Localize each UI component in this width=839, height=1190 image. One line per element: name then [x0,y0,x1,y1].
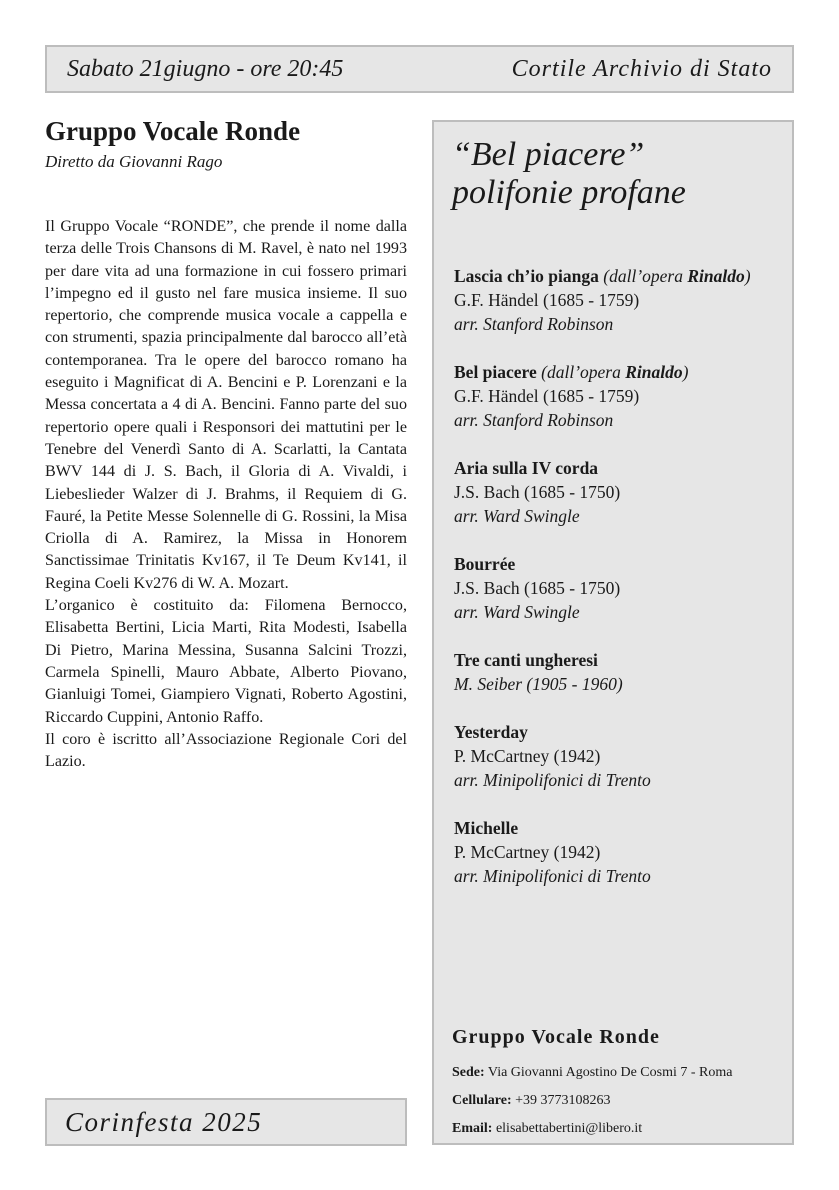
piece-title: Yesterday [454,722,528,742]
piece-title: Lascia ch’io pianga [454,266,599,286]
piece-note: (dall’opera Rinaldo) [541,362,689,382]
piece-composer: P. McCartney (1942) [454,746,601,766]
program-piece [454,648,784,696]
piece-composer: J.S. Bach (1685 - 1750) [454,482,621,502]
piece-composer: P. McCartney (1942) [454,842,601,862]
program-panel [432,120,794,1145]
choir-info-column [45,112,407,773]
phone-label: Cellulare: [452,1093,512,1108]
festival-footer-bar [45,1098,407,1146]
bio-paragraph: L’organico è costituito da: Filomena Bernocco, Elisabetta Bertini, Licia Marti, Rita Modesti, Isabella Di Pietro, Marina Messina, Susanna Salcini Trozzi, Carmela Spinelli, Mauro Abbate, Alberto Piovano, Gianluigi Tomei, Giampiero Vignati, Roberto Agostini, Riccardo Cuppini, Antonio Raffo. [45,597,407,726]
piece-title: Tre canti ungheresi [454,650,598,670]
piece-arranger: arr. Stanford Robinson [454,410,614,430]
program-title [452,136,686,212]
piece-title: Michelle [454,818,519,838]
piece-arranger: arr. Ward Swingle [454,602,580,622]
program-title-line1: “Bel piacere” [452,136,645,173]
program-title-line2: polifonie profane [452,174,686,211]
sede-label: Sede: [452,1065,485,1080]
contact-email [452,1115,792,1143]
festival-name: Corinfesta 2025 [65,1106,263,1137]
program-piece [454,816,784,888]
piece-arranger: arr. Stanford Robinson [454,314,614,334]
choir-biography [45,216,407,773]
bio-paragraph: Il Gruppo Vocale “RONDE”, che prende il nome dalla terza delle Trois Chansons di M. Ravel, è nato nel 1993 per dare vita ad una formazione in cui fossero primari l’impegno ed il gusto nel fare musica insieme. Il suo repertorio, che comprende musica vocale a cappella e con strumenti, spazia principalmente dal barocco all’età contemporanea. Tra le opere del barocco romano ha eseguito i Magnificat di A. Bencini e P. Lorenzani e la Messa concertata a 4 di A. Bencini. Fanno parte del suo repertorio opere quali i Responsori dei mattutini per le Tenebre del Venerdì Santo di A. Scarlatti, la Cantata BWV 144 di J. S. Bach, il Gloria di A. Vivaldi, i Liebeslieder Walzer di J. Brahms, il Requiem di G. Fauré, la Petite Messe Solennelle di G. Rossini, la Misa Criolla di A. Ramirez, la Missa in Honorem Sanctissimae Trinitatis Kv167, il Te Deum Kv141, il Regina Coeli Kv276 di W. A. Mozart. [45,218,407,592]
choir-title: Gruppo Vocale Ronde [45,116,301,146]
event-header-bar [45,45,794,93]
program-piece [454,264,784,336]
piece-title: Aria sulla IV corda [454,458,599,478]
piece-composer: G.F. Händel (1685 - 1759) [454,290,640,310]
program-piece [454,360,784,432]
sede-value: Via Giovanni Agostino De Cosmi 7 - Roma [487,1065,733,1080]
program-piece [454,456,784,528]
email-label: Email: [452,1121,493,1136]
bio-paragraph: Il coro è iscritto all’Associazione Regionale Cori del Lazio. [45,730,407,771]
piece-title: Bel piacere [454,362,537,382]
program-piece [454,720,784,792]
event-date: Sabato 21giugno - ore 20:45 [67,55,344,82]
event-venue: Cortile Archivio di Stato [511,55,772,82]
contact-block [452,1026,792,1143]
piece-arranger: arr. Minipolifonici di Trento [454,866,651,886]
piece-title: Bourrée [454,554,516,574]
contact-name: Gruppo Vocale Ronde [452,1026,660,1048]
piece-composer: M. Seiber (1905 - 1960) [454,674,623,694]
piece-arranger: arr. Minipolifonici di Trento [454,770,651,790]
contact-phone [452,1087,792,1115]
piece-arranger: arr. Ward Swingle [454,506,580,526]
program-piece [454,552,784,624]
phone-value: +39 3773108263 [515,1093,611,1108]
email-value: elisabettabertini@libero.it [495,1121,643,1136]
piece-composer: J.S. Bach (1685 - 1750) [454,578,621,598]
piece-composer: G.F. Händel (1685 - 1759) [454,386,640,406]
contact-address [452,1059,792,1087]
piece-note: (dall’opera Rinaldo) [603,266,751,286]
choir-director: Diretto da Giovanni Rago [45,152,223,171]
program-list [454,264,784,912]
